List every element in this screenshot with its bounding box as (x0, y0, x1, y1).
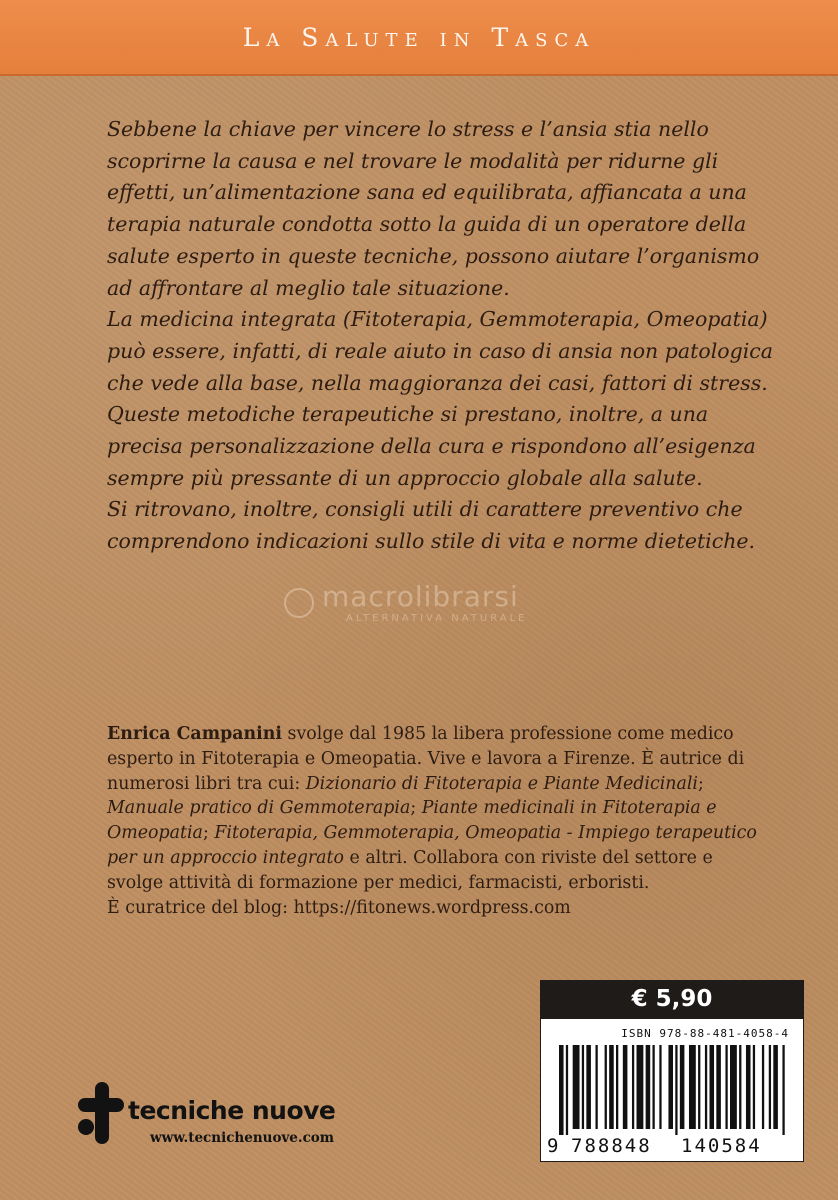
watermark-name: macrolibrarsi (322, 580, 519, 613)
publisher-plus-icon (76, 1082, 126, 1144)
bio-separator: ; (202, 823, 215, 844)
price-label: € 5,90 (631, 986, 713, 1012)
price-box (540, 980, 804, 1018)
blurb-paragraph: La medicina integrata (Fitoterapia, Gemmoterapia, Omeopatia) può essere, infatti, di reale aiuto in caso di ansia non patologica che vede alla base, nella maggioranza dei casi, fattori di stress. (107, 307, 773, 395)
barcode-digits-left: 788848 (571, 1135, 652, 1157)
blog-line: È curatrice del blog: https://fitonews.wordpress.com (107, 897, 571, 918)
bio-paragraph (107, 722, 767, 896)
bio-text: svolge dal 1985 la libera professione come medico esperto in Fitoterapia e Omeopatia. Vive e lavora a Firenze. È autrice di numerosi libri tra cui: (107, 724, 745, 794)
book-title: Fitoterapia, Gemmoterapia, Omeopatia - Impiego terapeutico per un approccio integrato (107, 823, 757, 868)
book-title: Manuale pratico di Gemmoterapia (107, 798, 411, 819)
watermark-tagline: ALTERNATIVA NATURALE (346, 613, 528, 624)
series-header-band (0, 0, 838, 76)
barcode-digits-right: 140584 (681, 1135, 762, 1157)
watermark-logo-icon (284, 588, 314, 618)
series-title: La Salute in Tasca (242, 22, 596, 52)
book-title: Piante medicinali in Fitoterapia e Omeopatia (107, 798, 717, 844)
bio-separator: ; (697, 773, 704, 794)
book-title: Dizionario di Fitoterapia e Piante Medicinali (305, 773, 698, 794)
bio-separator: ; (410, 798, 422, 819)
author-bio (107, 722, 767, 920)
barcode-digit-first: 9 (547, 1135, 559, 1157)
barcode-icon (559, 1045, 787, 1135)
publisher-logo (76, 1082, 376, 1162)
blurb-paragraph: Queste metodiche terapeutiche si prestano, inoltre, a una precisa personalizzazione della cura e rispondono all’esigenza sempre più pressante di un approccio globale alla salute. (107, 402, 756, 490)
author-name: Enrica Campanini (107, 724, 283, 744)
barcode-box (540, 1018, 804, 1162)
bio-text: e altri. Collabora con riviste del settore e svolge attività di formazione per medici, farmacisti, erboristi. (107, 847, 713, 893)
watermark (284, 580, 584, 628)
blurb-text (107, 114, 787, 558)
isbn-label: ISBN 978-88-481-4058-4 (621, 1027, 789, 1040)
publisher-name: tecniche nuove (128, 1096, 336, 1125)
blurb-paragraph: Sebbene la chiave per vincere lo stress e l’ansia stia nello scoprirne la causa e nel trovare le modalità per ridurne gli effetti, un’alimentazione sana ed equilibrata, affiancata a una terapia naturale condotta sotto la guida di un operatore della salute esperto in queste tecniche, possono aiutare l’organismo ad affrontare al meglio tale situazione. (107, 117, 760, 300)
blurb-paragraph: Si ritrovano, inoltre, consigli utili di carattere preventivo che comprendono indicazioni sullo stile di vita e norme dietetiche. (107, 497, 756, 554)
publisher-url: www.tecnichenuove.com (150, 1130, 335, 1146)
